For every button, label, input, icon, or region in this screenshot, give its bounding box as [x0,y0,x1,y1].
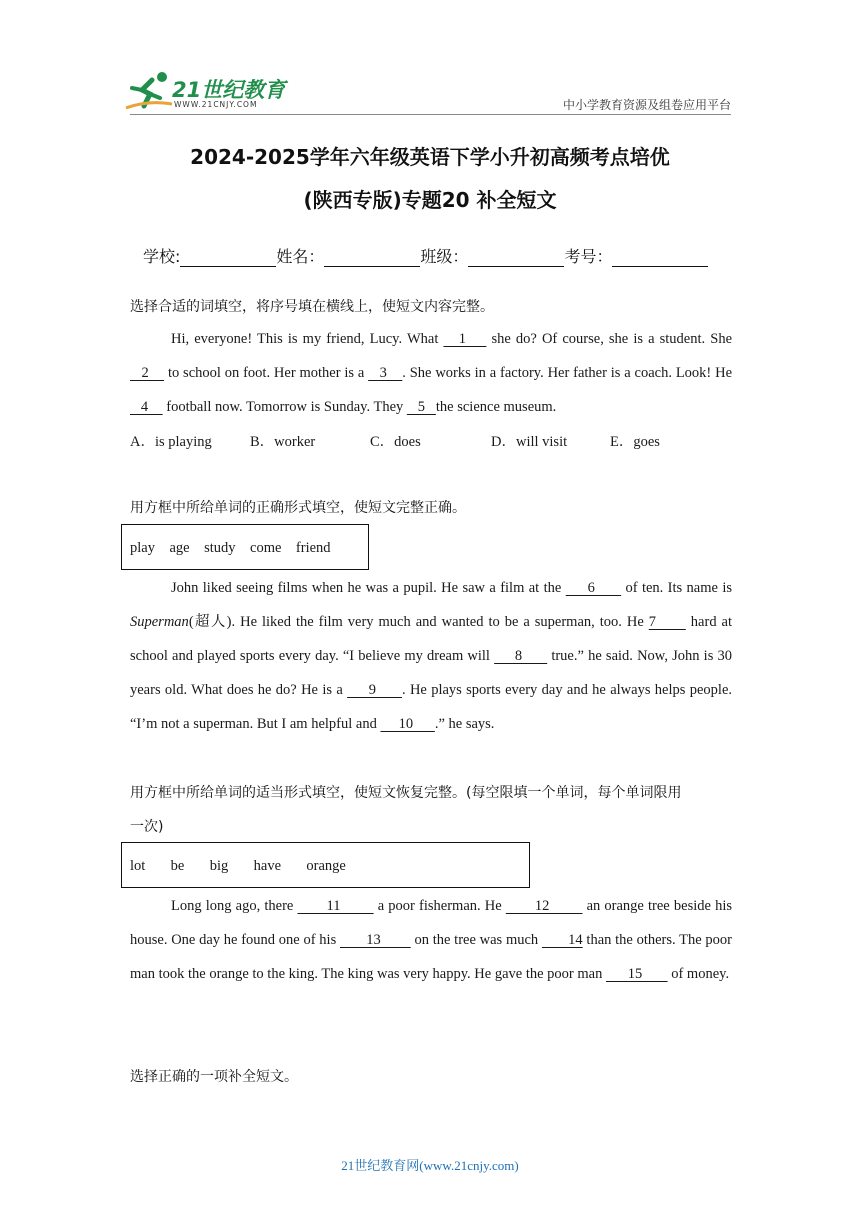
passage-text: (超人). He liked the film very much and wanted to be a superman, too. He [188,614,649,630]
passage-text: an orange tree beside his house. One day he found one of his [130,898,732,948]
passage-text: football now. Tomorrow is Sunday. They [162,399,407,415]
passage-text: than the others. The poor man took the orange to the king. The king was very happy. He gave the poor man [130,932,733,982]
blank-7[interactable]: 7 [648,614,686,630]
blank-10[interactable]: 10 [380,716,435,732]
section4-instruction: 选择正确的一项补全短文。 [130,1069,298,1085]
site-logo [122,70,292,114]
passage-text: Long long ago, there [171,898,298,914]
school-field[interactable] [180,248,276,267]
passage-text: .” he says. [434,716,495,732]
blank-2[interactable]: 2 [130,365,165,381]
name-field[interactable] [324,248,420,267]
option-e: E．goes [610,434,660,450]
section1-passage [130,322,732,424]
header-divider [130,114,731,115]
section2-passage [130,571,732,741]
platform-label: 中小学教育资源及组卷应用平台 [562,98,731,112]
number-label: 考号： [564,247,613,266]
section3-instruction: 用方框中所给单词的适当形式填空，使短文恢复完整。(每空限填一个单词，每个单词限用 [130,785,682,801]
blank-6[interactable]: 6 [565,580,622,596]
blank-13[interactable]: 13 [339,932,411,948]
footer-link[interactable]: 21世纪教育网(www.21cnjy.com) [341,1158,519,1173]
name-label: 姓名： [276,247,325,266]
class-label: 班级： [420,247,469,266]
blank-12[interactable]: 12 [505,898,583,914]
blank-11[interactable]: 11 [297,898,374,914]
section3-instruction-cont: 一次) [130,819,164,835]
passage-text: John liked seeing films when he was a pupil. He saw a film at the [171,580,566,596]
word-box-3: lot be big have orange [121,842,530,888]
blank-5[interactable]: 5 [406,399,436,415]
section1-instruction: 选择合适的词填空，将序号填在横线上，使短文内容完整。 [130,299,494,315]
section2-instruction: 用方框中所给单词的正确形式填空，使短文完整正确。 [130,500,466,516]
blank-8[interactable]: 8 [494,648,548,664]
passage-text: Hi, everyone! This is my friend, Lucy. What [171,331,444,347]
class-field[interactable] [468,248,564,267]
passage-text: true.” he said. Now, John is 30 years old. What does he do? He is a [130,648,732,698]
blank-3[interactable]: 3 [368,365,403,381]
runner-logo-icon [122,70,174,114]
blank-9[interactable]: 9 [347,682,402,698]
word-box-2: play age study come friend [121,524,369,570]
italic-title: Superman [130,614,189,630]
blank-15[interactable]: 15 [605,966,668,982]
blank-4[interactable]: 4 [130,399,163,415]
student-info-fields [143,244,708,267]
number-field[interactable] [612,248,708,267]
passage-text: of ten. Its name is [621,580,733,596]
page-title-line2: (陕西专版)专题20 补全短文 [303,188,557,212]
logo-url: WWW.21CNJY.COM [174,100,258,109]
section3-passage [130,889,732,991]
school-label: 学校: [143,247,181,266]
section1-options [130,430,660,451]
logo-text: 21世纪教育 [172,78,286,102]
passage-text: . She works in a factory. Her father is a coach. Look! He [402,365,733,381]
page-title-line1: 2024-2025学年六年级英语下学小升初高频考点培优 [190,145,670,169]
passage-text: she do? Of course, she is a student. She [486,331,732,347]
passage-text: on the tree was much [410,932,542,948]
option-d: D．will visit [491,434,568,450]
option-c: C．does [370,434,421,450]
blank-14[interactable]: 14 [541,932,583,948]
passage-text: hard at school and played sports every day. “I believe my dream will [130,614,733,664]
option-b: B．worker [250,434,316,450]
option-a: A．is playing [130,434,212,450]
passage-text: the science museum. [435,399,557,415]
passage-text: a poor fisherman. He [373,898,506,914]
passage-text: to school on foot. Her mother is a [164,365,369,381]
blank-1[interactable]: 1 [443,331,487,347]
passage-text: . He plays sports every day and he always helps people. “I’m not a superman. But I am helpful and [130,682,733,732]
passage-text: of money. [667,966,730,982]
